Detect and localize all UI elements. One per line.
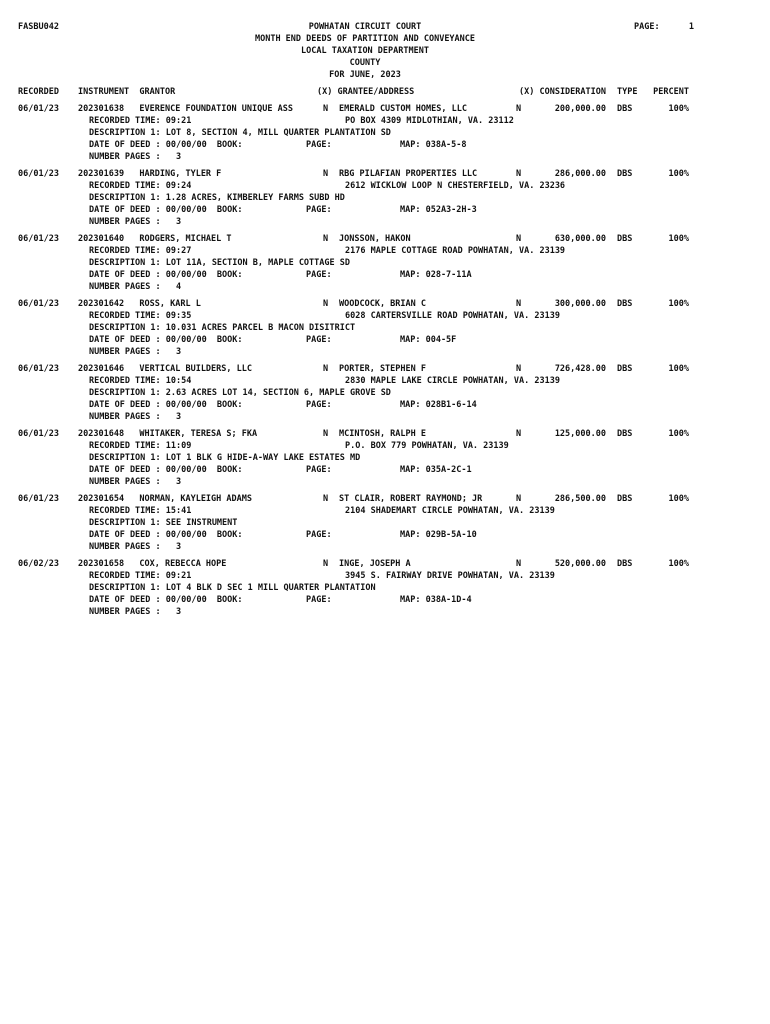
deed-page-label: PAGE: bbox=[306, 400, 332, 410]
grantor-x-flag: N bbox=[323, 169, 329, 179]
report-id: FASBU042 bbox=[18, 22, 59, 32]
deed-page-label: PAGE: bbox=[306, 530, 332, 540]
page-label: PAGE: bbox=[634, 22, 660, 32]
percent-value: 100% bbox=[668, 429, 689, 439]
percent-value: 100% bbox=[668, 234, 689, 244]
report-title: MONTH END DEEDS OF PARTITION AND CONVEYANCE bbox=[254, 34, 476, 44]
grantor-x-flag: N bbox=[323, 494, 329, 504]
deed-type: DBS bbox=[617, 429, 633, 439]
grantee-address: 2176 MAPLE COTTAGE ROAD POWHATAN, VA. 23139 bbox=[345, 246, 566, 256]
grantee-name: JONSSON, HAKON bbox=[339, 234, 411, 244]
deed-page-label: PAGE: bbox=[306, 205, 332, 215]
map-reference: MAP: 035A-2C-1 bbox=[400, 465, 472, 475]
map-reference: MAP: 038A-5-8 bbox=[400, 140, 467, 150]
property-description: DESCRIPTION 1: 10.031 ACRES PARCEL B MACON DISITRICT bbox=[89, 323, 356, 333]
recorded-date: 06/01/23 bbox=[18, 364, 59, 374]
recorded-time: RECORDED TIME: 11:09 bbox=[89, 441, 192, 451]
column-header-grantee-address: (X) GRANTEE/ADDRESS bbox=[317, 87, 415, 97]
grantee-address: 3945 S. FAIRWAY DRIVE POWHATAN, VA. 23139 bbox=[345, 571, 555, 581]
number-pages: NUMBER PAGES : 4 bbox=[89, 282, 182, 292]
property-description: DESCRIPTION 1: LOT 8, SECTION 4, MILL QUARTER PLANTATION SD bbox=[89, 128, 391, 138]
number-pages: NUMBER PAGES : 3 bbox=[89, 347, 182, 357]
percent-value: 100% bbox=[668, 169, 689, 179]
grantee-x-flag: N bbox=[516, 234, 522, 244]
deed-record bbox=[0, 558, 770, 620]
date-of-deed-book: DATE OF DEED : 00/00/00 BOOK: bbox=[89, 270, 243, 280]
grantee-address: 2612 WICKLOW LOOP N CHESTERFIELD, VA. 23236 bbox=[345, 181, 566, 191]
instrument-grantor: 202301654 NORMAN, KAYLEIGH ADAMS bbox=[78, 494, 252, 504]
property-description: DESCRIPTION 1: LOT 11A, SECTION B, MAPLE COTTAGE SD bbox=[89, 258, 350, 268]
property-description: DESCRIPTION 1: LOT 4 BLK D SEC 1 MILL QUARTER PLANTATION bbox=[89, 583, 376, 593]
grantee-x-flag: N bbox=[516, 559, 522, 569]
grantee-address: PO BOX 4309 MIDLOTHIAN, VA. 23112 bbox=[345, 116, 514, 126]
number-pages: NUMBER PAGES : 3 bbox=[89, 412, 182, 422]
percent-value: 100% bbox=[668, 104, 689, 114]
recorded-date: 06/01/23 bbox=[18, 104, 59, 114]
instrument-grantor: 202301648 WHITAKER, TERESA S; FKA bbox=[78, 429, 258, 439]
grantee-name: WOODCOCK, BRIAN C bbox=[339, 299, 426, 309]
grantee-name: ST CLAIR, ROBERT RAYMOND; JR bbox=[339, 494, 483, 504]
department-name: LOCAL TAXATION DEPARTMENT bbox=[301, 46, 429, 56]
deed-page-label: PAGE: bbox=[306, 140, 332, 150]
deed-record bbox=[0, 428, 770, 490]
consideration-amount: 286,000.00 bbox=[554, 169, 606, 179]
grantee-x-flag: N bbox=[516, 169, 522, 179]
deed-type: DBS bbox=[617, 234, 633, 244]
percent-value: 100% bbox=[668, 299, 689, 309]
grantee-address: 2104 SHADEMART CIRCLE POWHATAN, VA. 23139 bbox=[345, 506, 555, 516]
consideration-amount: 630,000.00 bbox=[554, 234, 606, 244]
column-header-type: TYPE bbox=[617, 87, 638, 97]
property-description: DESCRIPTION 1: 2.63 ACRES LOT 14, SECTION 6, MAPLE GROVE SD bbox=[89, 388, 391, 398]
grantor-x-flag: N bbox=[323, 299, 329, 309]
grantee-name: MCINTOSH, RALPH E bbox=[339, 429, 426, 439]
recorded-time: RECORDED TIME: 09:24 bbox=[89, 181, 192, 191]
recorded-date: 06/01/23 bbox=[18, 494, 59, 504]
recorded-time: RECORDED TIME: 09:21 bbox=[89, 116, 192, 126]
deed-record bbox=[0, 493, 770, 555]
column-header-consideration: (X) CONSIDERATION bbox=[519, 87, 606, 97]
consideration-amount: 200,000.00 bbox=[554, 104, 606, 114]
property-description: DESCRIPTION 1: SEE INSTRUMENT bbox=[89, 518, 238, 528]
deed-record bbox=[0, 298, 770, 360]
property-description: DESCRIPTION 1: 1.28 ACRES, KIMBERLEY FARMS SUBD HD bbox=[89, 193, 345, 203]
percent-value: 100% bbox=[668, 494, 689, 504]
number-pages: NUMBER PAGES : 3 bbox=[89, 152, 182, 162]
grantee-x-flag: N bbox=[516, 104, 522, 114]
recorded-date: 06/01/23 bbox=[18, 169, 59, 179]
map-reference: MAP: 028B1-6-14 bbox=[400, 400, 477, 410]
deed-type: DBS bbox=[617, 299, 633, 309]
deed-page-label: PAGE: bbox=[306, 270, 332, 280]
recorded-time: RECORDED TIME: 09:35 bbox=[89, 311, 192, 321]
percent-value: 100% bbox=[668, 364, 689, 374]
grantor-x-flag: N bbox=[323, 104, 329, 114]
consideration-amount: 286,500.00 bbox=[554, 494, 606, 504]
column-header-instrument-grantor: INSTRUMENT GRANTOR bbox=[78, 87, 176, 97]
grantee-name: RBG PILAFIAN PROPERTIES LLC bbox=[339, 169, 478, 179]
deed-record bbox=[0, 168, 770, 230]
grantor-x-flag: N bbox=[323, 234, 329, 244]
instrument-grantor: 202301640 RODGERS, MICHAEL T bbox=[78, 234, 232, 244]
deed-page-label: PAGE: bbox=[306, 595, 332, 605]
number-pages: NUMBER PAGES : 3 bbox=[89, 477, 182, 487]
date-of-deed-book: DATE OF DEED : 00/00/00 BOOK: bbox=[89, 205, 243, 215]
number-pages: NUMBER PAGES : 3 bbox=[89, 607, 182, 617]
grantee-address: 2830 MAPLE LAKE CIRCLE POWHATAN, VA. 23139 bbox=[345, 376, 560, 386]
instrument-grantor: 202301639 HARDING, TYLER F bbox=[78, 169, 222, 179]
grantor-x-flag: N bbox=[323, 429, 329, 439]
instrument-grantor: 202301642 ROSS, KARL L bbox=[78, 299, 201, 309]
grantee-x-flag: N bbox=[516, 299, 522, 309]
deed-type: DBS bbox=[617, 169, 633, 179]
number-pages: NUMBER PAGES : 3 bbox=[89, 542, 182, 552]
map-reference: MAP: 028-7-11A bbox=[400, 270, 472, 280]
recorded-time: RECORDED TIME: 09:21 bbox=[89, 571, 192, 581]
recorded-date: 06/01/23 bbox=[18, 299, 59, 309]
deed-type: DBS bbox=[617, 104, 633, 114]
recorded-time: RECORDED TIME: 15:41 bbox=[89, 506, 192, 516]
grantor-x-flag: N bbox=[323, 559, 329, 569]
deed-record bbox=[0, 103, 770, 165]
deed-record bbox=[0, 233, 770, 295]
recorded-time: RECORDED TIME: 09:27 bbox=[89, 246, 192, 256]
grantee-x-flag: N bbox=[516, 429, 522, 439]
consideration-amount: 125,000.00 bbox=[554, 429, 606, 439]
instrument-grantor: 202301646 VERTICAL BUILDERS, LLC bbox=[78, 364, 252, 374]
date-of-deed-book: DATE OF DEED : 00/00/00 BOOK: bbox=[89, 140, 243, 150]
consideration-amount: 726,428.00 bbox=[554, 364, 606, 374]
deed-page-label: PAGE: bbox=[306, 335, 332, 345]
property-description: DESCRIPTION 1: LOT 1 BLK G HIDE-A-WAY LAKE ESTATES MD bbox=[89, 453, 361, 463]
recorded-date: 06/02/23 bbox=[18, 559, 59, 569]
court-name: POWHATAN CIRCUIT COURT bbox=[308, 22, 422, 32]
grantee-name: PORTER, STEPHEN F bbox=[339, 364, 426, 374]
date-of-deed-book: DATE OF DEED : 00/00/00 BOOK: bbox=[89, 400, 243, 410]
date-of-deed-book: DATE OF DEED : 00/00/00 BOOK: bbox=[89, 465, 243, 475]
instrument-grantor: 202301638 EVERENCE FOUNDATION UNIQUE ASS bbox=[78, 104, 293, 114]
deed-type: DBS bbox=[617, 364, 633, 374]
date-of-deed-book: DATE OF DEED : 00/00/00 BOOK: bbox=[89, 530, 243, 540]
jurisdiction-name: COUNTY bbox=[349, 58, 381, 68]
date-of-deed-book: DATE OF DEED : 00/00/00 BOOK: bbox=[89, 335, 243, 345]
map-reference: MAP: 029B-5A-10 bbox=[400, 530, 477, 540]
map-reference: MAP: 052A3-2H-3 bbox=[400, 205, 477, 215]
deed-record bbox=[0, 363, 770, 425]
consideration-amount: 520,000.00 bbox=[554, 559, 606, 569]
grantee-x-flag: N bbox=[516, 494, 522, 504]
instrument-grantor: 202301658 COX, REBECCA HOPE bbox=[78, 559, 227, 569]
recorded-date: 06/01/23 bbox=[18, 429, 59, 439]
grantee-address: 6028 CARTERSVILLE ROAD POWHATAN, VA. 23139 bbox=[345, 311, 560, 321]
grantee-x-flag: N bbox=[516, 364, 522, 374]
date-of-deed-book: DATE OF DEED : 00/00/00 BOOK: bbox=[89, 595, 243, 605]
deed-page-label: PAGE: bbox=[306, 465, 332, 475]
grantee-name: EMERALD CUSTOM HOMES, LLC bbox=[339, 104, 467, 114]
map-reference: MAP: 004-5F bbox=[400, 335, 457, 345]
column-header-percent: PERCENT bbox=[653, 87, 689, 97]
number-pages: NUMBER PAGES : 3 bbox=[89, 217, 182, 227]
grantee-name: INGE, JOSEPH A bbox=[339, 559, 411, 569]
recorded-date: 06/01/23 bbox=[18, 234, 59, 244]
column-header-recorded: RECORDED bbox=[18, 87, 59, 97]
grantee-address: P.O. BOX 779 POWHATAN, VA. 23139 bbox=[345, 441, 509, 451]
grantor-x-flag: N bbox=[323, 364, 329, 374]
report-period: FOR JUNE, 2023 bbox=[329, 70, 401, 80]
deed-type: DBS bbox=[617, 559, 633, 569]
consideration-amount: 300,000.00 bbox=[554, 299, 606, 309]
map-reference: MAP: 038A-1D-4 bbox=[400, 595, 472, 605]
deed-type: DBS bbox=[617, 494, 633, 504]
recorded-time: RECORDED TIME: 10:54 bbox=[89, 376, 192, 386]
percent-value: 100% bbox=[668, 559, 689, 569]
page-number: 1 bbox=[688, 22, 694, 32]
